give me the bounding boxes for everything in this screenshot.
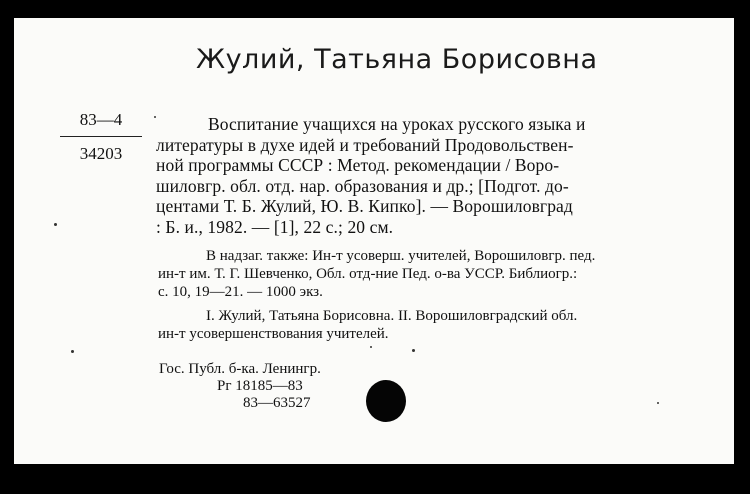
description-line: ной программы СССР : Метод. рекомендации / Воро- xyxy=(156,155,560,175)
shelf-mark-divider xyxy=(60,136,142,137)
bibliographic-description xyxy=(156,114,716,237)
shelf-mark-top: 83—4 xyxy=(79,110,123,129)
catalog-card xyxy=(14,18,734,464)
tracing-line: I. Жулий, Татьяна Борисовна. II. Ворошиловградский обл. xyxy=(206,308,578,324)
description-line: литературы в духе идей и требований Продовольствен- xyxy=(156,134,574,155)
shelf-mark xyxy=(60,110,142,164)
description-line: Воспитание учащихся на уроках русского языка и xyxy=(208,114,586,134)
ink-speck xyxy=(71,350,74,353)
note-line: ин-т им. Т. Г. Шевченко, Обл. отд-ние Пед. о-ва УССР. Библиогр.: xyxy=(158,266,578,282)
ink-speck xyxy=(412,349,415,352)
ink-speck xyxy=(154,116,156,118)
description-line: шиловгр. обл. отд. нар. образования и др.; [Подгот. до- xyxy=(156,175,569,196)
note-line: В надзаг. также: Ин-т усоверш. учителей, Ворошиловгр. пед. xyxy=(206,248,596,264)
ink-speck xyxy=(54,223,57,226)
note-line: с. 10, 19—21. — 1000 экз. xyxy=(158,284,323,300)
library-line: Гос. Публ. б-ка. Ленингр. xyxy=(159,361,321,377)
library-imprint xyxy=(159,361,321,412)
description-line: : Б. и., 1982. — [1], 22 с.; 20 см. xyxy=(156,216,394,237)
description-line: центами Т. Б. Жулий, Ю. В. Кипко]. — Ворошиловград xyxy=(156,196,573,216)
ink-speck xyxy=(370,346,372,348)
tracing-line: ин-т усовершенствования учителей. xyxy=(158,326,389,342)
notes-section xyxy=(158,247,718,343)
library-line: 83—63527 xyxy=(243,395,311,411)
ink-speck xyxy=(657,402,659,404)
library-line: Рг 18185—83 xyxy=(217,378,303,394)
ink-stamp xyxy=(366,380,406,422)
author-heading: Жулий, Татьяна Борисовна xyxy=(196,44,598,75)
shelf-mark-bottom: 34203 xyxy=(79,144,123,163)
